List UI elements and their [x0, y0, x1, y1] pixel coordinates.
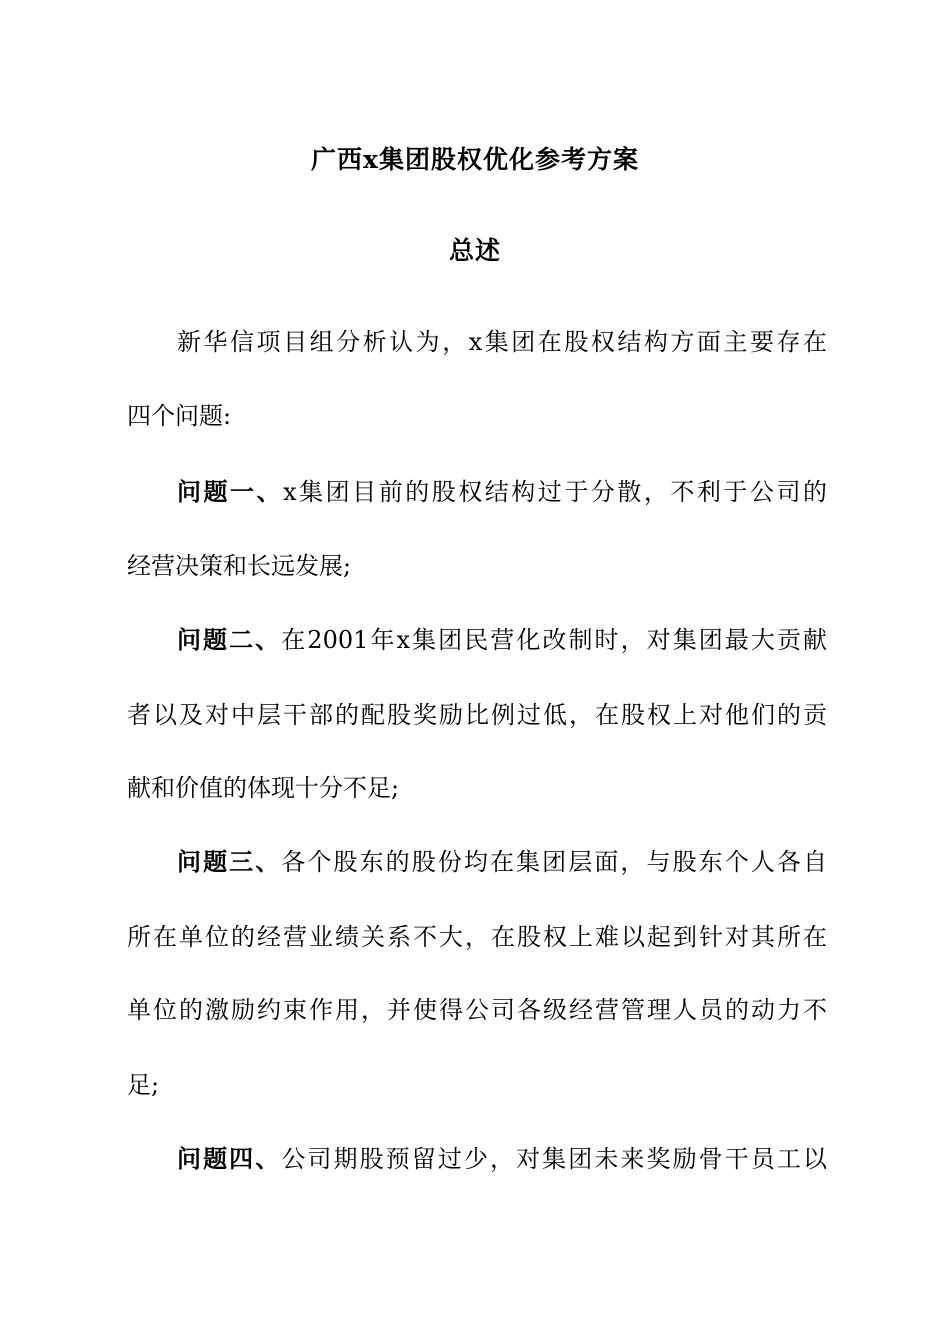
issue-2-text: 在2001年x集团民营化改制时，对集团最大贡献: [281, 626, 827, 654]
issue-3-line-2: 所在单位的经营业绩关系不大，在股权上难以起到针对其所在: [127, 923, 827, 951]
issue-3-label: 问题三、: [177, 847, 282, 876]
issue-3-line-3: 单位的激励约束作用，并使得公司各级经营管理人员的动力不: [127, 996, 827, 1024]
issue-1-line-1: [177, 474, 827, 510]
issue-4-line-1: [177, 1141, 827, 1177]
document-title: 广西x集团股权优化参考方案: [311, 145, 639, 174]
issue-2-label: 问题二、: [177, 625, 282, 654]
issue-3-line-1: [177, 844, 827, 880]
intro-line-1: 新华信项目组分析认为，x集团在股权结构方面主要存在: [177, 328, 827, 356]
intro-line-2: 四个问题:: [127, 402, 232, 430]
issue-2-line-3: 献和价值的体现十分不足;: [127, 774, 400, 802]
issue-3-line-4: 足;: [127, 1071, 160, 1099]
issue-4-label: 问题四、: [177, 1144, 282, 1173]
issue-4-text: 公司期股预留过少，对集团未来奖励骨干员工以: [281, 1145, 828, 1173]
issue-3-text: 各个股东的股份均在集团层面，与股东个人各自: [281, 848, 828, 876]
issue-2-line-2: 者以及对中层干部的配股奖励比例过低，在股权上对他们的贡: [127, 701, 827, 729]
issue-1-text: x集团目前的股权结构过于分散，不利于公司的: [283, 478, 827, 506]
section-heading-overview: 总述: [448, 236, 501, 265]
issue-1-label: 问题一、: [177, 477, 284, 506]
issue-1-line-2: 经营决策和长远发展;: [127, 552, 352, 580]
issue-2-line-1: [177, 622, 827, 658]
